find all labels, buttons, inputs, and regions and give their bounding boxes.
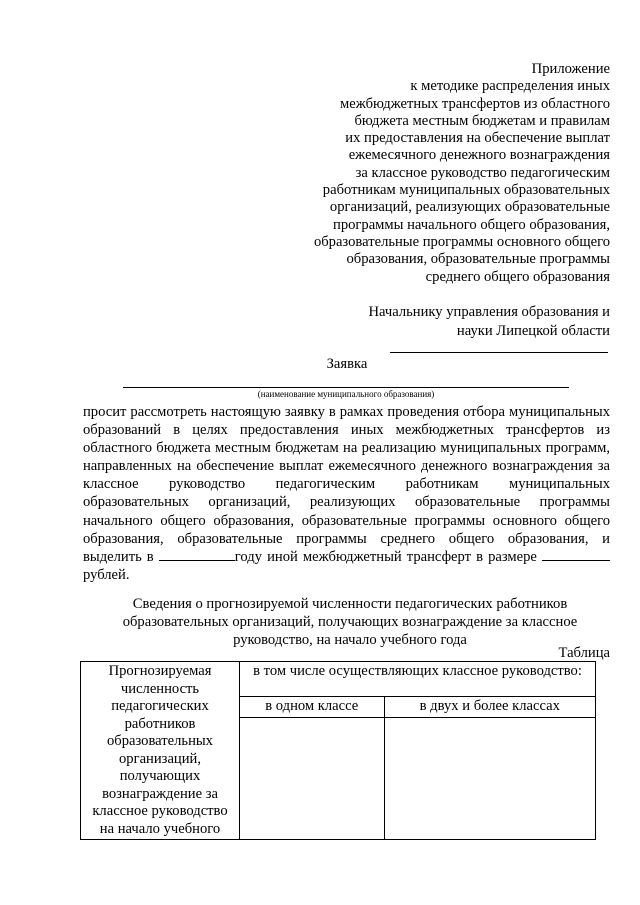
- municipality-blank-line: [123, 387, 569, 388]
- appendix-line: Приложение: [531, 61, 610, 77]
- municipality-caption: (наименование муниципального образования): [257, 389, 435, 399]
- subheader-one-class: в одном классе: [265, 697, 359, 714]
- addressee-block: [368, 303, 610, 341]
- appendix-line: межбюджетных трансфертов из областного: [340, 95, 610, 112]
- info-title-line-2: образовательных организаций, получающих вознаграждение за классное: [122, 614, 578, 630]
- table-header-row: [81, 662, 596, 697]
- col1-header: Прогнозируемая численность педагогических работников образовательных организаций, получающих вознаграждение за классное руководство на начало учебного: [92, 663, 228, 837]
- document-title-wrap: [0, 356, 640, 373]
- table-cell-empty: [384, 717, 595, 839]
- amount-blank: [542, 549, 610, 561]
- appendix-line: их предоставления на обеспечение выплат: [345, 130, 610, 147]
- addressee-signature-line: [390, 352, 608, 353]
- appendix-line: ежемесячного денежного вознаграждения: [348, 147, 610, 164]
- request-text-part-3: рублей.: [83, 566, 130, 583]
- appendix-line: работникам муниципальных образовательных: [322, 182, 610, 199]
- table-cell-empty: [240, 717, 385, 839]
- col1-header-cell: [81, 662, 240, 840]
- addressee-line-1: Начальнику управления образования и: [368, 304, 610, 320]
- request-text-part-1: просит рассмотреть настоящую заявку в рамках проведения отбора муниципальных образований в целях предоставления иных межбюджетных трансфертов из областного бюджета местным бюджетам на реализацию муниципальных программ, направленных на обеспечение выплат ежемесячного денежного вознаграждения за классное руководство педагогическим работникам муниципальных образовательных организаций, реализующих образовательные программы начального общего образования, образовательные программы основного общего образования, образовательные программы среднего общего образования, и выделить в: [83, 404, 610, 565]
- appendix-line: программы начального общего образования,: [333, 216, 610, 233]
- subheader-two-plus: в двух и более классах: [419, 697, 560, 714]
- table-label: Таблица: [558, 645, 610, 661]
- appendix-header: [314, 61, 610, 286]
- appendix-line: образования, образовательные программы: [346, 251, 610, 268]
- appendix-line: организаций, реализующих образовательные: [329, 199, 610, 216]
- group-header: в том числе осуществляющих классное руководство:: [253, 663, 582, 679]
- addressee-line-2: науки Липецкой области: [456, 323, 610, 339]
- appendix-line: образовательные программы основного общего: [313, 233, 610, 250]
- info-title-line-3: руководство, на начало учебного года: [233, 632, 467, 648]
- subheader-cell-one-class: [240, 696, 385, 717]
- appendix-line: бюджета местным бюджетам и правилам: [354, 112, 610, 129]
- info-title: [100, 595, 600, 649]
- appendix-line: за классное руководство педагогическим: [355, 164, 610, 181]
- request-text-part-2: году иной межбюджетный трансферт в размере: [234, 548, 537, 565]
- document-title: Заявка: [326, 356, 368, 372]
- appendix-line: к методике распределения иных: [410, 78, 610, 95]
- subheader-cell-two-plus: [384, 696, 595, 717]
- data-table: [80, 661, 596, 840]
- appendix-line: среднего общего образования: [425, 268, 610, 285]
- year-blank: [159, 549, 235, 561]
- group-header-cell: [240, 662, 596, 697]
- info-title-line-1: Сведения о прогнозируемой численности педагогических работников: [132, 596, 568, 612]
- request-body: [83, 403, 610, 584]
